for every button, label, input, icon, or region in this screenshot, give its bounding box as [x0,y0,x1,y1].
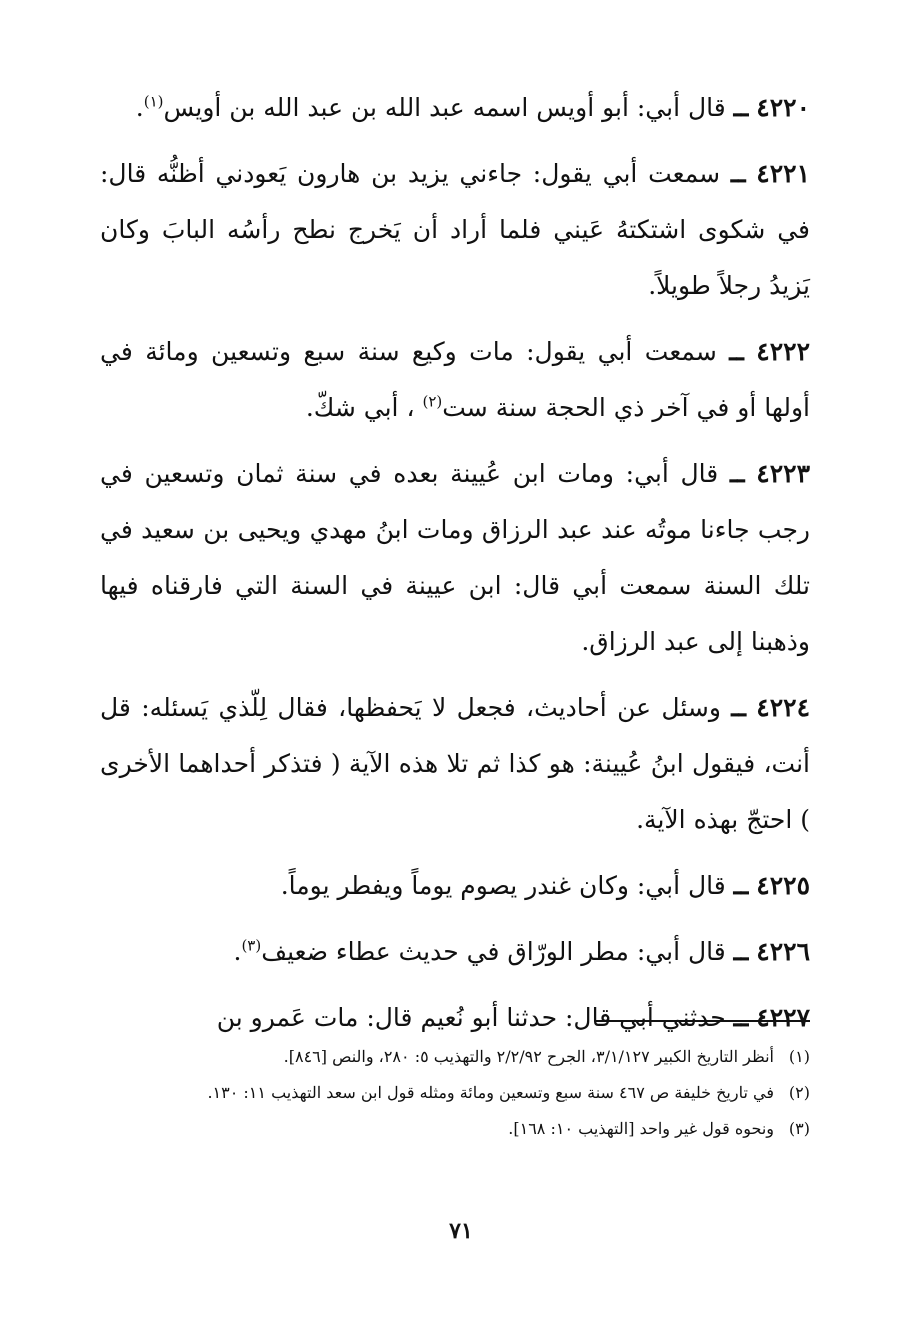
entry-text: قال أبي: أبو أويس اسمه عبد الله بن عبد الله بن أويس [163,93,726,122]
entry-4223 [100,446,810,670]
footnote-1 [100,1042,810,1072]
footnote-2 [100,1078,810,1108]
footnote-text: ونحوه قول غير واحد [التهذيب ١٠: ١٦٨]. [508,1119,774,1138]
entry-4226 [100,924,810,980]
entry-number: ٤٢٢٦ [756,937,810,966]
entry-end: ، أبي شكّ. [305,393,415,422]
entry-4225 [100,858,810,914]
entry-number: ٤٢٢٤ [756,693,810,722]
entry-4224 [100,680,810,848]
entry-number: ٤٢٢٠ [756,93,810,122]
entry-dash: ــ [729,459,745,488]
footnote-text: في تاريخ خليفة ص ٤٦٧ سنة سبع وتسعين ومائة ومثله قول ابن سعد التهذيب ١١: ١٣٠. [207,1083,774,1102]
entry-number: ٤٢٢١ [756,159,810,188]
entry-number: ٤٢٢٣ [756,459,811,488]
entry-number: ٤٢٢٢ [756,337,811,366]
entry-text: قال أبي: ومات ابن عُيينة بعده في سنة ثمان وتسعين في رجب جاءنا موتُه عند عبد الرزاق ومات ابنُ مهدي ويحيى بن سعيد في تلك السنة سمعت أبي قال: ابن عيينة في السنة التي فارقناه فيها وذهبنا إلى عبد الرزاق. [100,459,810,656]
entry-4220 [100,80,810,136]
footnotes [100,1042,810,1150]
entry-text: قال أبي: مطر الورّاق في حديث عطاء ضعيف [261,937,726,966]
entry-dash: ــ [731,693,746,722]
footnote-mark: (٢) [788,1083,810,1102]
entry-dash: ــ [733,93,749,122]
entry-text: سمعت أبي يقول: جاءني يزيد بن هارون يَعودني أظنُّه قال: في شكوى اشتكتهُ عَيني فلما أراد أن يَخرج نطح رأسُه البابَ وكان يَزيدُ رجلاً طويلاً. [100,159,810,300]
footnote-ref[interactable]: (٣) [241,936,262,955]
entry-number: ٤٢٢٥ [756,871,810,900]
footnote-ref[interactable]: (١) [143,92,164,111]
entry-number: ٤٢٢٧ [756,1003,810,1032]
footnote-mark: (١) [788,1047,810,1066]
entry-text: حدثني أبي قال: حدثنا أبو نُعيم قال: مات عَمرو بن [216,1003,726,1032]
footnote-text: أنظر التاريخ الكبير ٣/١/١٢٧، الجرح ٢/٢/٩٢ والتهذيب ٥: ٢٨٠، والنص [٨٤٦]. [283,1047,774,1066]
entry-4227 [100,990,810,1046]
entry-text: قال أبي: وكان غندر يصوم يوماً ويفطر يوماً. [280,871,726,900]
entry-4222 [100,324,810,436]
entry-text: وسئل عن أحاديث، فجعل لا يَحفظها، فقال لِلّذي يَسئله: قل أنت، فيقول ابنُ عُيينة: هو كذا ثم تلا هذه الآية ( فتذكر أحداهما الأخرى ) احتجّ بهذه الآية. [100,693,810,834]
footnote-separator [596,1020,810,1022]
entry-dash: ــ [733,871,749,900]
entry-dash: ــ [730,159,746,188]
entry-text: سمعت أبي يقول: مات وكيع سنة سبع وتسعين ومائة في أولها أو في آخر ذي الحجة سنة ست [100,337,810,422]
footnote-ref[interactable]: (٢) [422,392,443,411]
entry-end: . [135,93,144,122]
page-number: ٧١ [449,1218,473,1244]
entry-4221 [100,146,810,314]
entries-list [100,80,810,1056]
entry-dash: ــ [729,337,744,366]
entry-dash: ــ [733,1003,749,1032]
entry-dash: ــ [733,937,749,966]
footnote-mark: (٣) [788,1119,810,1138]
entry-end: . [233,937,242,966]
footnote-3 [100,1114,810,1144]
